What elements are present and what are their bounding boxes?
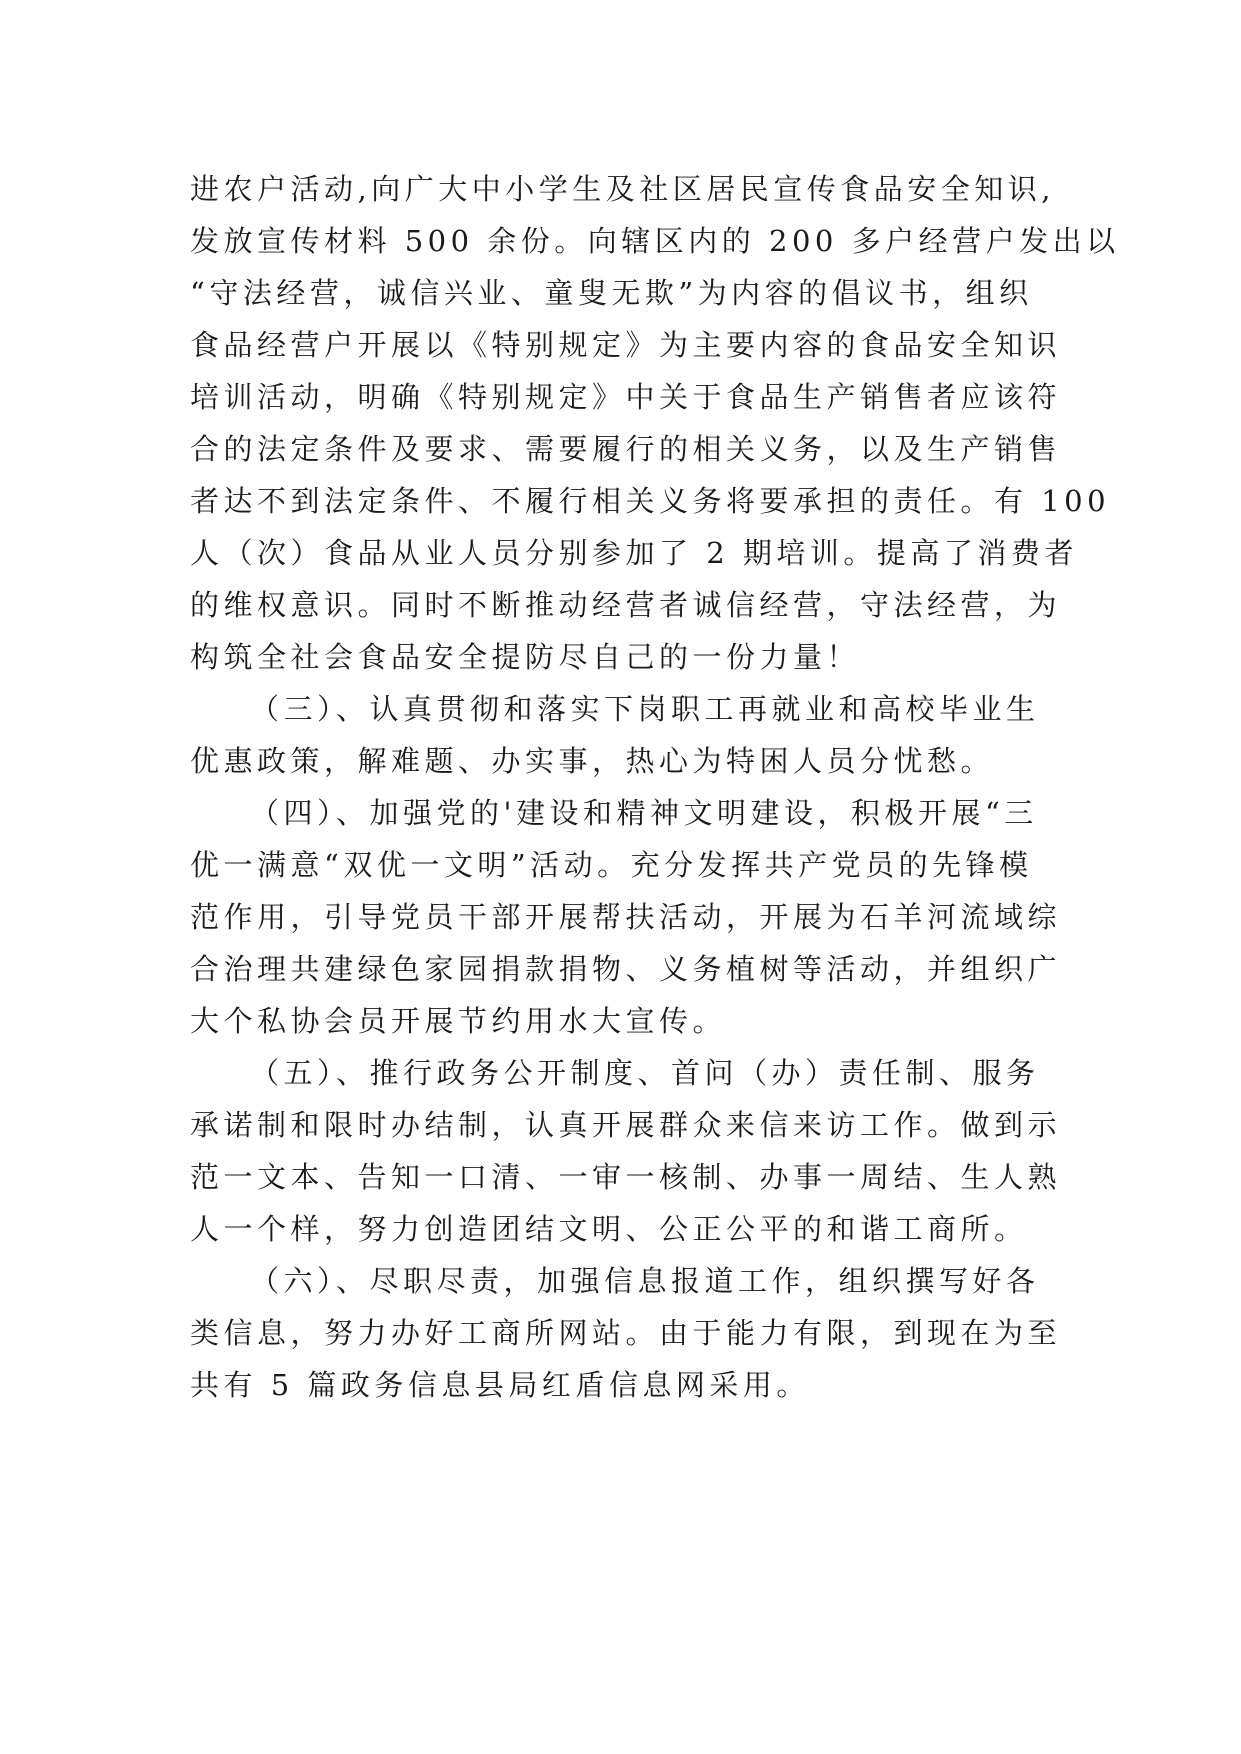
paragraph-heading-5: （五）、推行政务公开制度、首问（办）责任制、服务 <box>250 1056 1040 1090</box>
text-line: 发放宣传材料 500 余份。向辖区内的 200 多户经营户发出以 <box>190 224 1120 258</box>
text-line: 构筑全社会食品安全提防尽自己的一份力量！ <box>190 640 861 674</box>
text-line: 合治理共建绿色家园捐款捐物、义务植树等活动，并组织广 <box>190 952 1062 986</box>
text-line: 食品经营户开展以《特别规定》为主要内容的食品安全知识 <box>190 328 1062 362</box>
text-line: 的维权意识。同时不断推动经营者诚信经营，守法经营，为 <box>190 588 1062 622</box>
text-line: 范作用，引导党员干部开展帮扶活动，开展为石羊河流域综 <box>190 900 1062 934</box>
text-line: 人一个样，努力创造团结文明、公正公平的和谐工商所。 <box>190 1212 1028 1246</box>
text-line: 优惠政策，解难题、办实事，热心为特困人员分忧愁。 <box>190 744 995 778</box>
text-line: 大个私协会员开展节约用水大宣传。 <box>190 1004 727 1038</box>
text-line: 培训活动，明确《特别规定》中关于食品生产销售者应该符 <box>190 380 1062 414</box>
text-line: “守法经营，诚信兴业、童叟无欺”为内容的倡议书，组织 <box>190 276 1033 310</box>
text-line: 类信息，努力办好工商所网站。由于能力有限，到现在为至 <box>190 1316 1062 1350</box>
text-line: 优一满意“双优一文明”活动。充分发挥共产党员的先锋模 <box>190 848 1033 882</box>
text-line: 人（次）食品从业人员分别参加了 2 期培训。提高了消费者 <box>190 536 1078 570</box>
text-line: 者达不到法定条件、不履行相关义务将要承担的责任。有 100 <box>190 484 1111 518</box>
paragraph-heading-3: （三）、认真贯彻和落实下岗职工再就业和高校毕业生 <box>250 692 1040 726</box>
paragraph-heading-6: （六）、尽职尽责，加强信息报道工作，组织撰写好各 <box>250 1264 1040 1298</box>
text-line: 合的法定条件及要求、需要履行的相关义务，以及生产销售 <box>190 432 1062 466</box>
paragraph-heading-4: （四）、加强党的'建设和精神文明建设，积极开展“三 <box>250 796 1038 830</box>
document-body <box>190 163 1120 1411</box>
text-line: 共有 5 篇政务信息县局红盾信息网采用。 <box>190 1368 810 1402</box>
text-line: 承诺制和限时办结制，认真开展群众来信来访工作。做到示 <box>190 1108 1062 1142</box>
text-line: 范一文本、告知一口清、一审一核制、办事一周结、生人熟 <box>190 1160 1062 1194</box>
text-line: 进农户活动,向广大中小学生及社区居民宣传食品安全知识, <box>190 172 1055 206</box>
